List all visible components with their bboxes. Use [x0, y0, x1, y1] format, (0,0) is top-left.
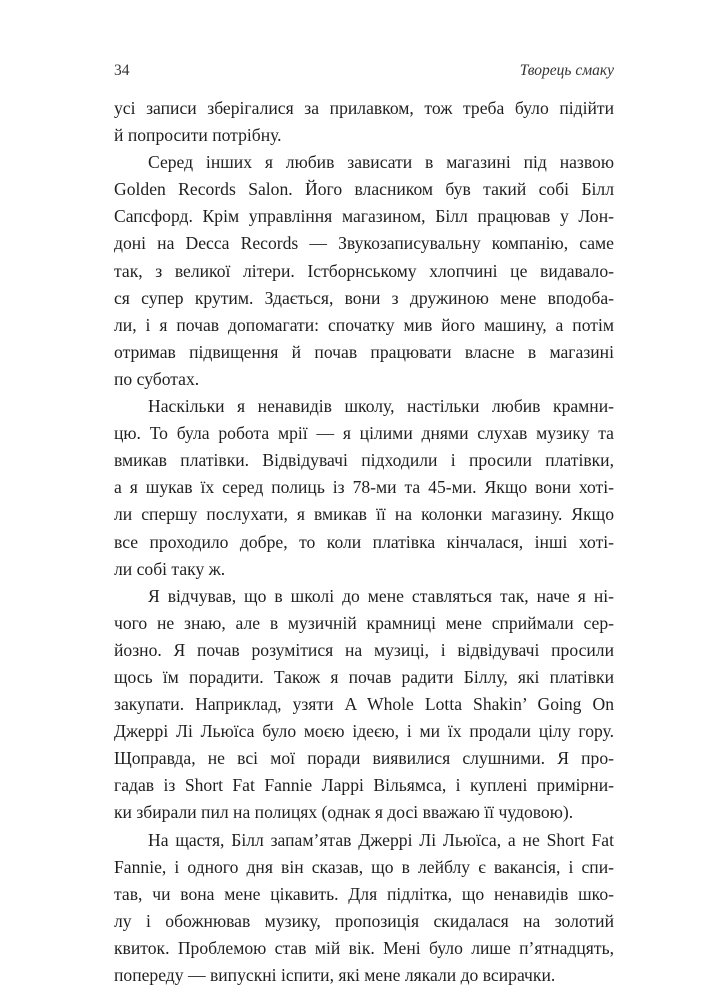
- paragraph-2-line: так, з великої літери. Істборнському хлопчині це видавало-: [114, 260, 614, 281]
- paragraph-1-line: усі записи зберігалися за прилавком, тож треба було підійти: [114, 98, 614, 118]
- paragraph-3-line: цю. То була робота мрії — я цілими днями слухав музику та: [114, 423, 614, 444]
- paragraph-5-line: квиток. Проблемою став мій вік. Мені було лише п’ятнадцять,: [114, 937, 614, 958]
- paragraph-1-line: й попросити потрібну.: [114, 125, 282, 146]
- paragraph-3-line: ли спершу послухати, я вмикав її на колонки магазину. Якщо: [114, 504, 614, 525]
- paragraph-4-line: гадав із Short Fat Fannie Ларрі Вільямса, і куплені примірни-: [114, 775, 614, 796]
- running-title: Творець смаку: [519, 62, 614, 79]
- paragraph-2-line: Golden Records Salon. Його власником був такий собі Білл: [114, 179, 614, 200]
- paragraph-4-line: щось їм порадити. Також я почав радити Біллу, які платівки: [114, 666, 614, 687]
- paragraph-5-line: лу і обожнював музику, пропозиція скидалася на золотий: [114, 910, 614, 931]
- page-header: [114, 62, 614, 84]
- paragraph-2-line: Сапсфорд. Крім управління магазином, Білл працював у Лон-: [114, 206, 614, 227]
- paragraph-5-line: Fannie, і одного дня він сказав, що в лейблу є вакансія, і спи-: [114, 856, 614, 877]
- paragraph-5-line: тав, чи вона мене цікавить. Для підлітка, що ненавидів шко-: [114, 883, 614, 904]
- paragraph-2-line: отримав підвищення й почав працювати власне в магазині: [114, 341, 614, 362]
- paragraph-4-line: ки збирали пил на полицях (однак я досі вважаю її чудовою).: [114, 802, 574, 823]
- paragraph-5-line: На щастя, Білл запам’ятав Джеррі Лі Льюїса, а не Short Fat: [148, 829, 614, 850]
- paragraph-2-line: по суботах.: [114, 368, 200, 389]
- paragraph-4-line: йозно. Я почав розумітися на музиці, і відвідувачі просили: [114, 639, 614, 660]
- paragraph-3-line: все проходило добре, то коли платівка кінчалася, інші хоті-: [114, 531, 614, 552]
- page-number: 34: [114, 62, 130, 79]
- paragraph-2-line: Серед інших я любив зависати в магазині під назвою: [148, 152, 614, 173]
- paragraph-4-line: закупати. Наприклад, узяти A Whole Lotta Shakin’ Going On: [114, 694, 614, 715]
- paragraph-3-line: ли собі таку ж.: [114, 558, 226, 579]
- paragraph-4-line: Я відчував, що в школі до мене ставляться так, наче я ні-: [148, 585, 614, 606]
- paragraph-2-line: доні на Decca Records — Звукозаписувальну компанію, саме: [114, 233, 614, 254]
- paragraph-2-line: ли, і я почав допомагати: спочатку мив його машину, а потім: [114, 314, 614, 335]
- paragraph-3-line: Наскільки я ненавидів школу, настільки любив крамни-: [148, 396, 614, 417]
- paragraph-3-line: вмикав платівки. Відвідувачі підходили і просили платівки,: [114, 450, 614, 471]
- paragraph-2-line: ся супер крутим. Здається, вони з дружиною мене вподоба-: [114, 287, 614, 308]
- body-text: [114, 95, 614, 989]
- paragraph-4-line: Щоправда, не всі мої поради виявилися слушними. Я про-: [114, 748, 614, 769]
- paragraph-4-line: Джеррі Лі Льюїса було моєю ідеєю, і ми їх продали цілу гору.: [114, 721, 614, 742]
- paragraph-5-line: попереду — випускні іспити, які мене лякали до всирачки.: [114, 965, 556, 985]
- paragraph-3-line: а я шукав їх серед полиць із 78-ми та 45-ми. Якщо вони хоті-: [114, 477, 614, 498]
- paragraph-4-line: чого не знаю, але в музичній крамниці мене сприймали сер-: [114, 612, 614, 633]
